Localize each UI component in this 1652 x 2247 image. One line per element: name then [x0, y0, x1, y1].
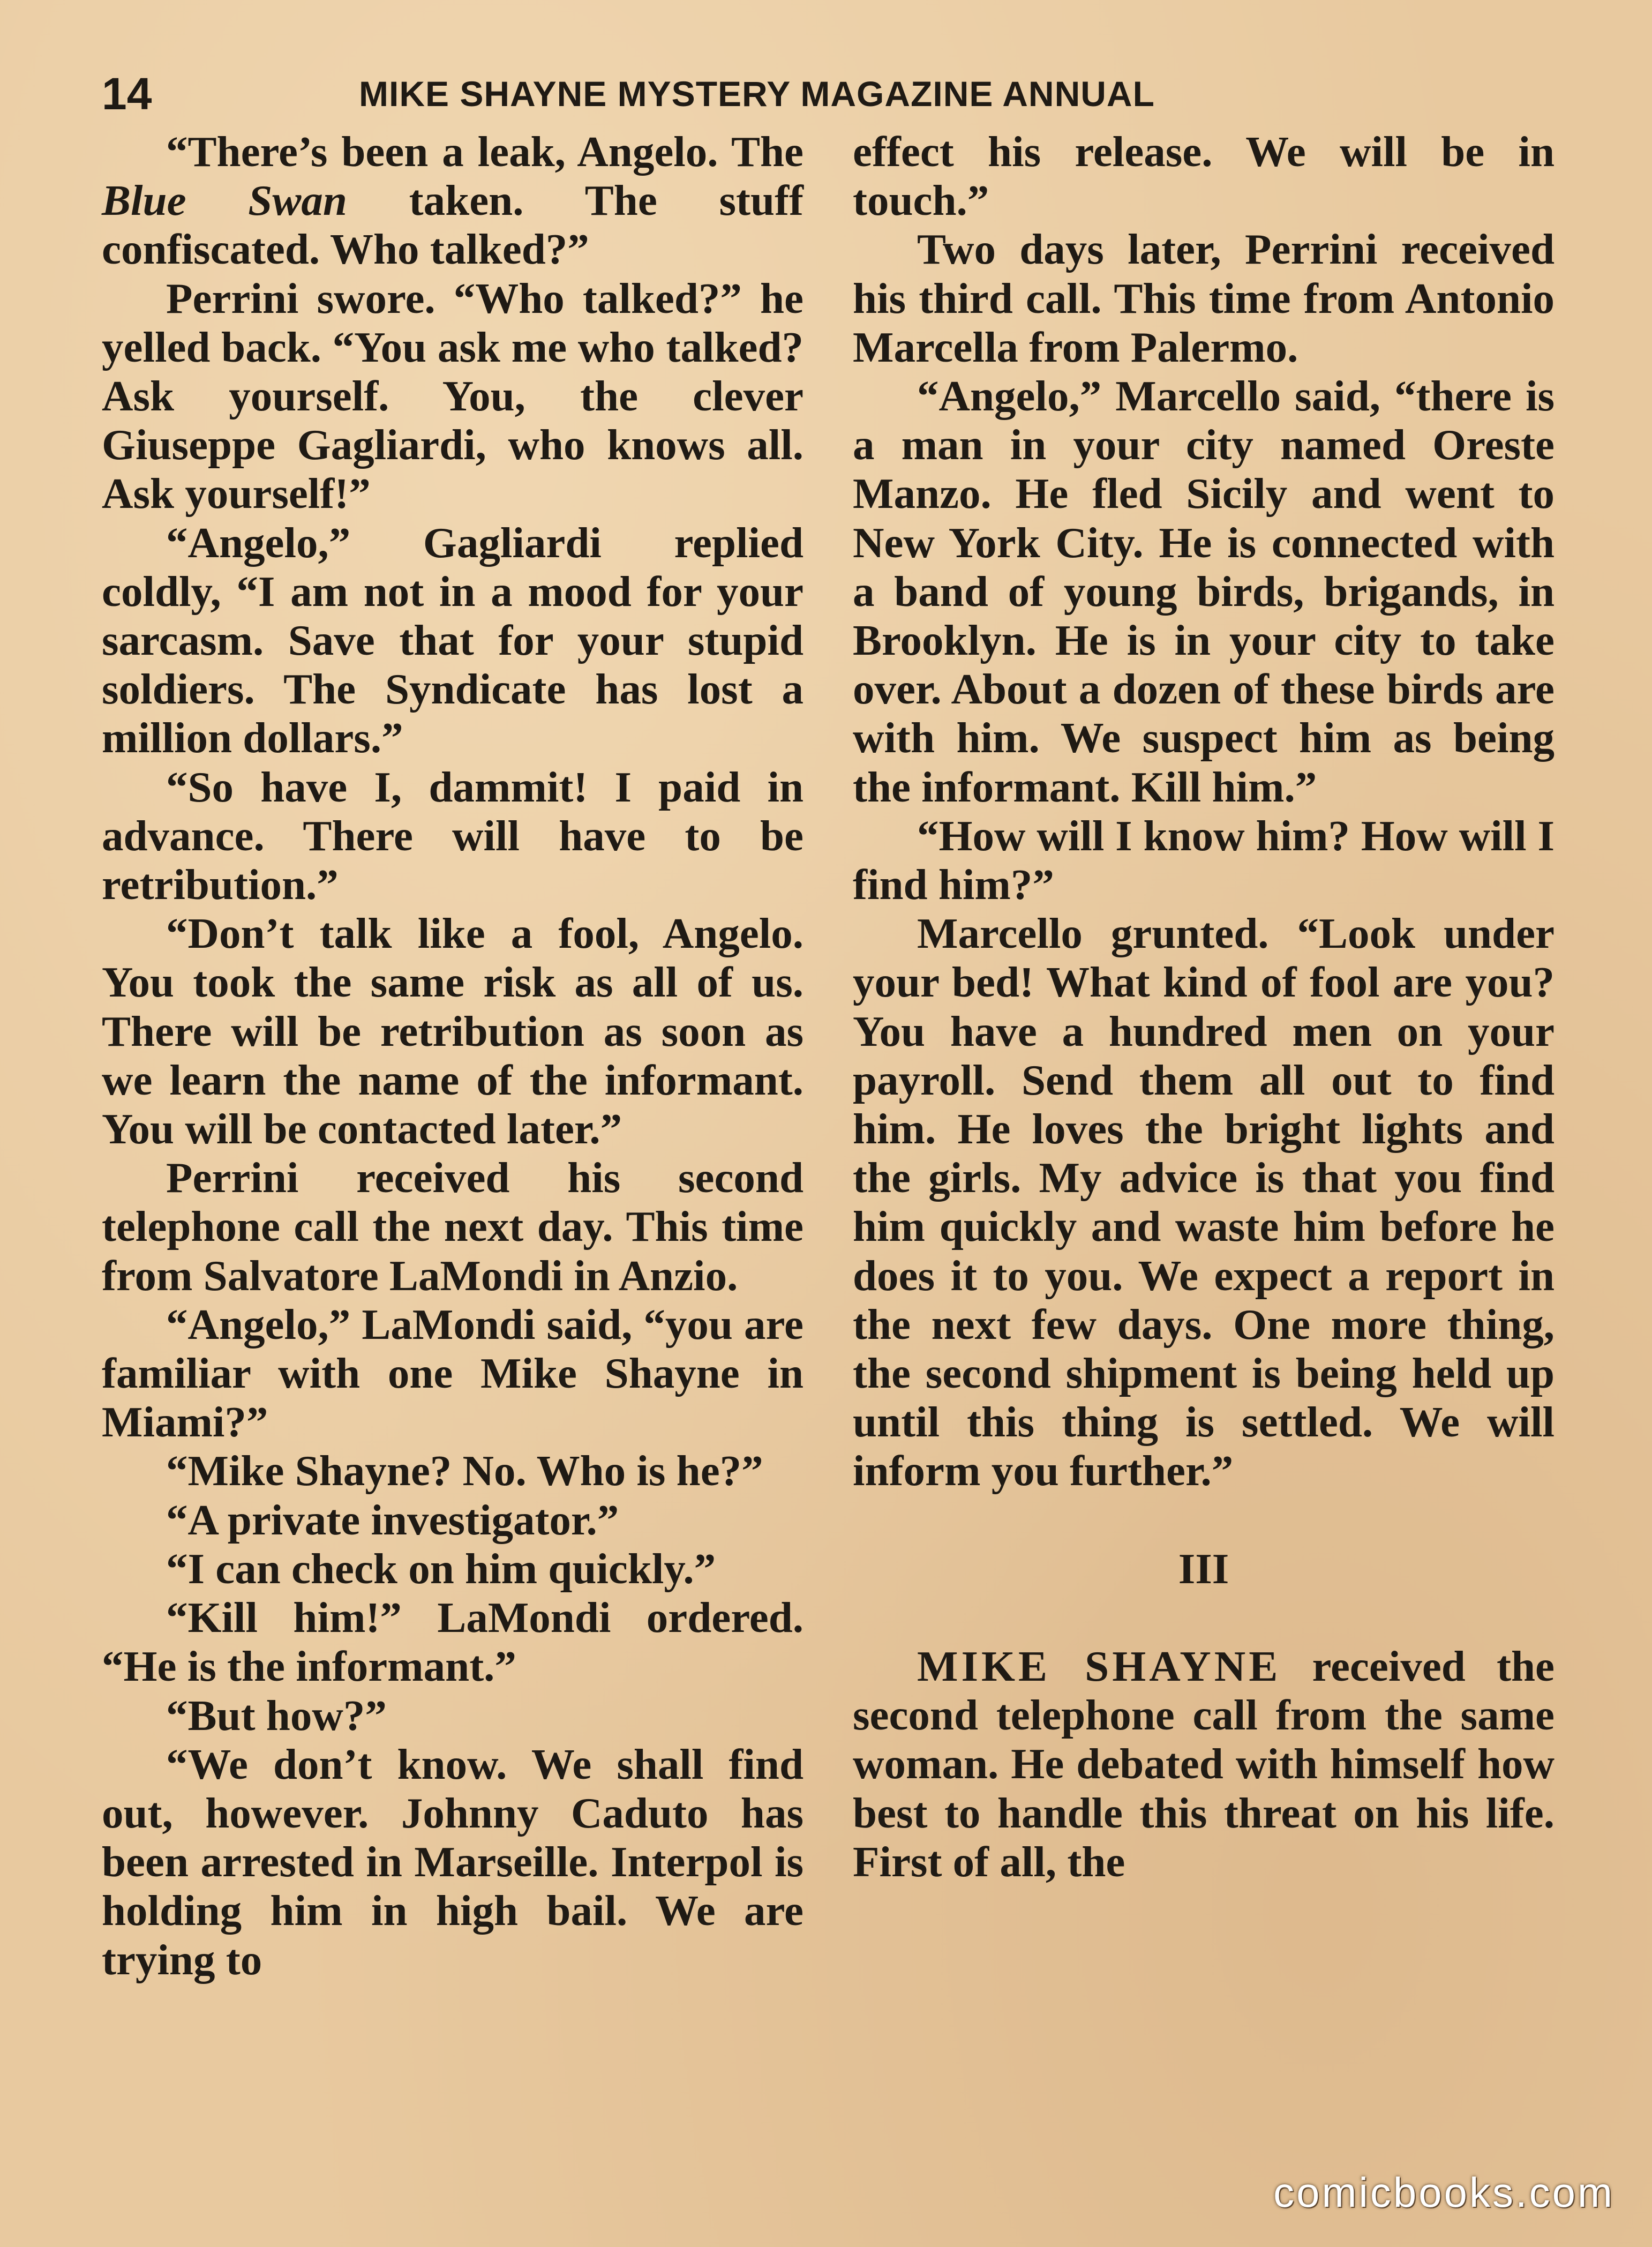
section-heading: III [1178, 1544, 1229, 1593]
paragraph: Perrini received his second telephone call the next day. This time from Salvatore LaMondi in Anzio. [102, 1154, 804, 1300]
paragraph-text: “There’s been a leak, Angelo. The [166, 128, 804, 176]
paragraph: Perrini swore. “Who talked?” he yelled back. “You ask me who talked? Ask yourself. You, the clever Giuseppe Gagliardi, who knows all. Ask yourself!” [102, 274, 804, 518]
paragraph: “Angelo,” Marcello said, “there is a man in your city named Oreste Manzo. He fled Sicily and went to New York City. He is connected with a band of young birds, brigands, in Brooklyn. He is in your city to take over. About a dozen of these birds are with him. We suspect him as being the informant. Kill him.” [853, 372, 1555, 811]
paragraph: “I can check on him quickly.” [166, 1544, 716, 1593]
paragraph: “How will I know him? How will I find him?” [853, 811, 1555, 909]
watermark: comicbooks.com [1273, 2169, 1615, 2216]
paragraph [102, 128, 804, 274]
page-number: 14 [102, 69, 152, 119]
paragraph: “So have I, dammit! I paid in advance. There will have to be retribution.” [102, 762, 804, 909]
paragraph [853, 1642, 1555, 1886]
paragraph: Marcello grunted. “Look under your bed! What kind of fool are you? You have a hundred men on your payroll. Send them all out to find him. He loves the bright lights and the girls. My advice is that you find him quickly and waste him before he does it to you. We expect a report in the next few days. One more thing, the second shipment is being held up until this thing is settled. We will inform you further.” [853, 909, 1555, 1495]
paragraph: “Don’t talk like a fool, Angelo. You took the same risk as all of us. There will be retribution as soon as we learn the name of the informant. You will be contacted later.” [102, 909, 804, 1154]
paragraph: “Mike Shayne? No. Who is he?” [166, 1447, 763, 1495]
left-column [102, 128, 804, 1984]
paragraph: Two days later, Perrini received his third call. This time from Antonio Marcella from Palermo. [853, 225, 1555, 371]
paragraph: “Kill him!” LaMondi ordered. “He is the informant.” [102, 1593, 804, 1691]
paragraph-text: taken. The stuff confiscated. Who talked?” [102, 176, 804, 274]
italic-title: Blue Swan [102, 176, 347, 225]
paragraph: “Angelo,” LaMondi said, “you are familiar with one Mike Shayne in Miami?” [102, 1300, 804, 1447]
running-head: MIKE SHAYNE MYSTERY MAGAZINE ANNUAL [359, 74, 1155, 114]
paragraph: “We don’t know. We shall find out, however. Johnny Caduto has been arrested in Marseille. Interpol is holding him in high bail. We are trying to [102, 1740, 804, 1984]
paragraph: “Angelo,” Gagliardi replied coldly, “I am not in a mood for your sarcasm. Save that for your stupid soldiers. The Syndicate has lost a million dollars.” [102, 518, 804, 762]
smallcaps-lead: MIKE SHAYNE [917, 1642, 1281, 1690]
page-header [102, 64, 1473, 123]
right-column [853, 128, 1555, 1886]
paragraph: effect his release. We will be in touch.” [853, 128, 1555, 225]
paragraph: “A private investigator.” [166, 1495, 619, 1544]
paragraph-text: received the second telephone call from the same woman. He debated with himself how best to handle this threat on his life. First of all, the [853, 1642, 1555, 1886]
paragraph: “But how?” [166, 1691, 387, 1740]
